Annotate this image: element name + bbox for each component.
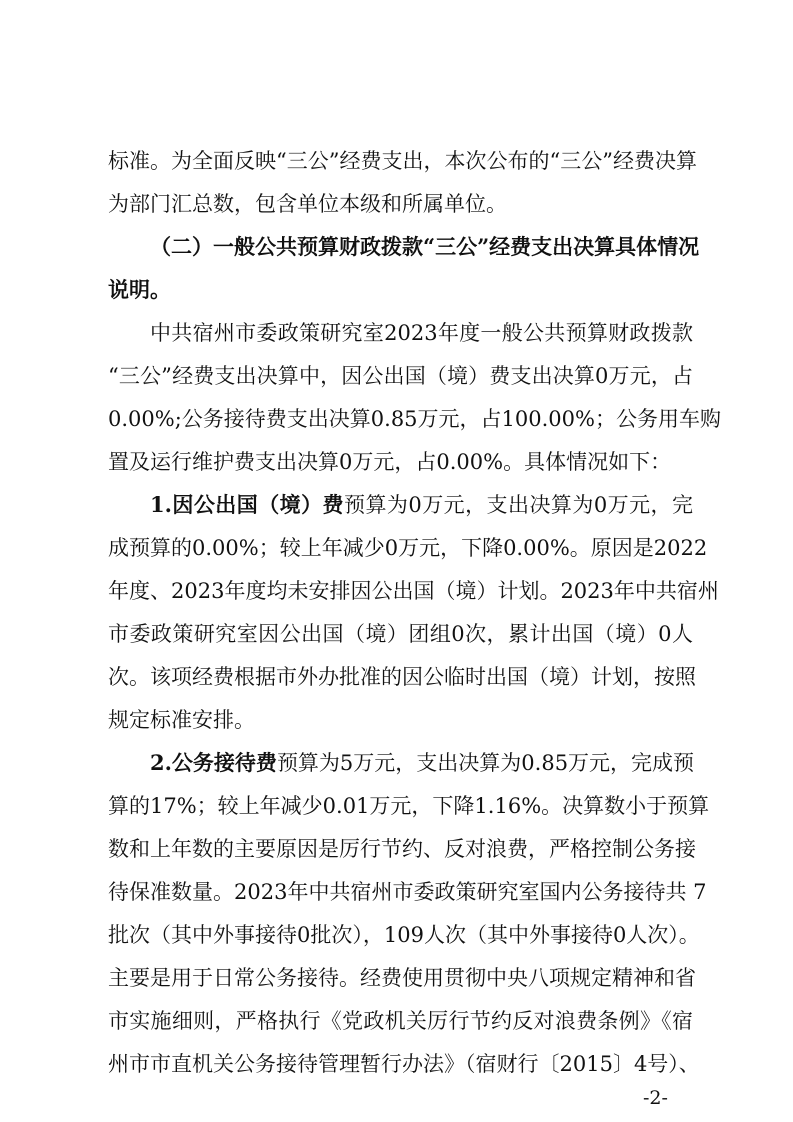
item-text: 预算为0万元，支出决算为0万元，完 xyxy=(344,493,693,517)
paragraph-line: 0.00%;公务接待费支出决算0.85万元，占100.00%；公务用车购 xyxy=(108,407,721,431)
paragraph-line: 市实施细则，严格执行《党政机关厉行节约反对浪费条例》《宿 xyxy=(108,1009,693,1033)
paragraph-line: 待保准数量。2023年中共宿州市委政策研究室国内公务接待共 7 xyxy=(108,880,707,904)
paragraph-line: “三公”经费支出决算中，因公出国（境）费支出决算0万元，占 xyxy=(108,364,693,388)
page-number: -2- xyxy=(643,1087,668,1109)
paragraph-line: 为部门汇总数，包含单位本级和所属单位。 xyxy=(108,192,507,216)
item-lead: 2.公务接待费 xyxy=(150,750,277,775)
paragraph-line: 主要是用于日常公务接待。经费使用贯彻中央八项规定精神和省 xyxy=(108,966,696,990)
paragraph-line xyxy=(150,748,693,778)
paragraph-line: 标准。为全面反映“三公”经费支出，本次公布的“三公”经费决算 xyxy=(108,149,697,173)
paragraph-line: 市委政策研究室因公出国（境）团组0次，累计出国（境）0人 xyxy=(108,622,693,646)
paragraph-line: 中共宿州市委政策研究室2023年度一般公共预算财政拨款 xyxy=(150,321,693,345)
paragraph-line: 成预算的0.00%；较上年减少0万元，下降0.00%。原因是2022 xyxy=(108,536,708,560)
section-heading-line: 说明。 xyxy=(108,277,171,302)
paragraph-line: 次。该项经费根据市外办批准的因公临时出国（境）计划，按照 xyxy=(108,665,696,689)
item-text: 预算为5万元，支出决算为0.85万元，完成预 xyxy=(276,751,695,775)
paragraph-line: 年度、2023年度均未安排因公出国（境）计划。2023年中共宿州 xyxy=(108,579,719,603)
paragraph-line xyxy=(150,490,693,520)
paragraph-line: 置及运行维护费支出决算0万元，占0.00%。具体情况如下： xyxy=(108,450,672,474)
item-lead: 1.因公出国（境）费 xyxy=(150,492,345,517)
paragraph-line: 州市市直机关公务接待管理暂行办法》（宿财行〔2015〕4号）、 xyxy=(108,1052,700,1076)
paragraph-line: 数和上年数的主要原因是厉行节约、反对浪费，严格控制公务接 xyxy=(108,837,696,861)
paragraph-line: 规定标准安排。 xyxy=(108,708,255,732)
paragraph-line: 批次（其中外事接待0批次），109人次（其中外事接待0人次）。 xyxy=(108,923,700,947)
section-heading: （二）一般公共预算财政拨款“三公”经费支出决算具体情况 xyxy=(150,234,700,259)
paragraph-line: 算的17%；较上年减少0.01万元，下降1.16%。决算数小于预算 xyxy=(108,794,710,818)
